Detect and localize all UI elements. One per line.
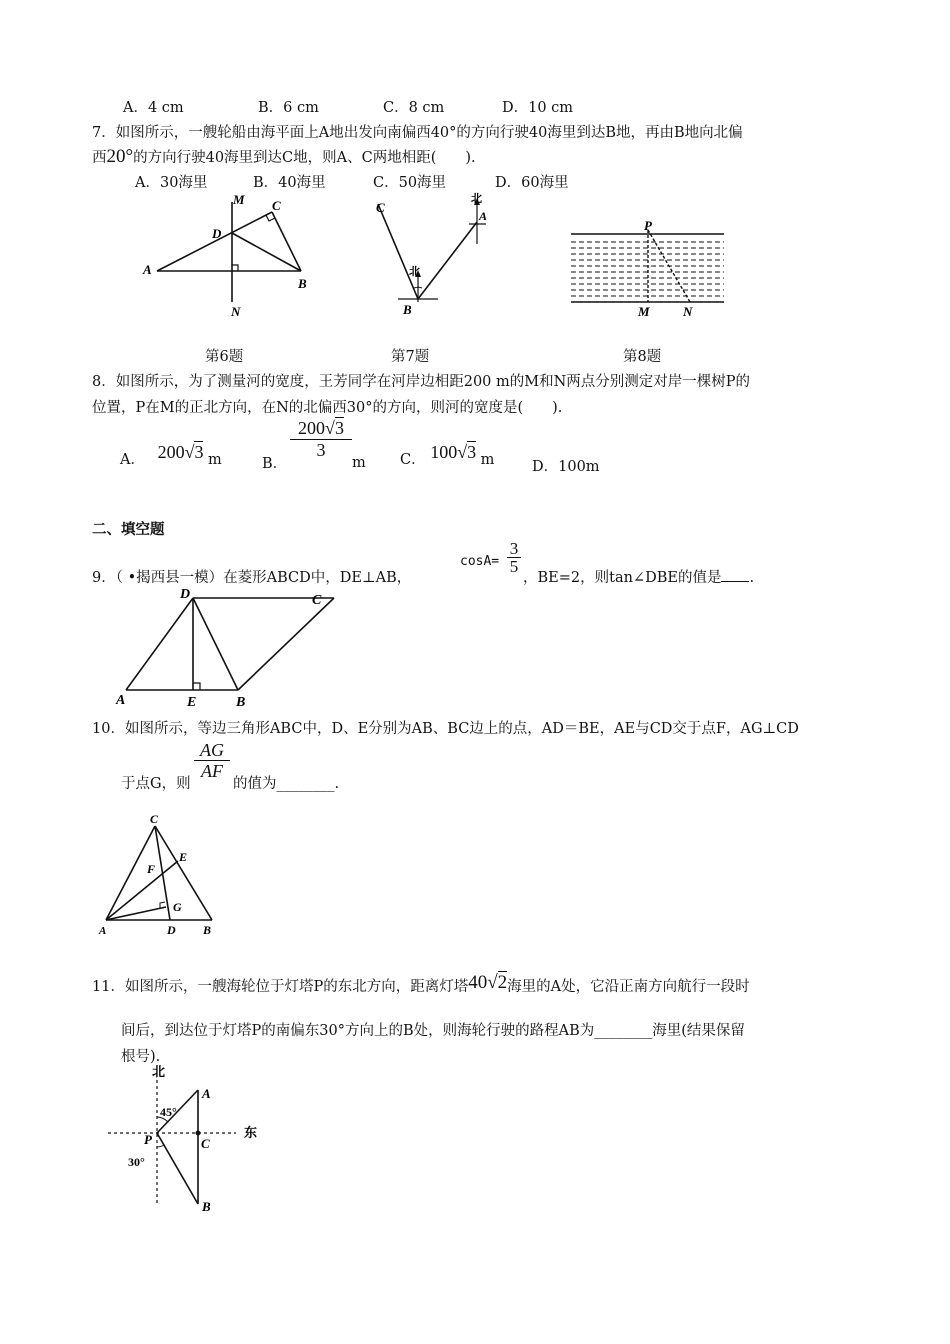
q5-option-b: B．6 cm bbox=[258, 100, 319, 116]
fig7-label-a: A bbox=[479, 209, 488, 223]
fig10-label-e: E bbox=[179, 850, 188, 864]
q8-line2: 位置，P在M的正北方向，在N的北偏西30°的方向，则河的宽度是( ). bbox=[92, 400, 563, 416]
q8-opt-b-unit: m bbox=[352, 455, 366, 471]
fig9-label-b: B bbox=[236, 695, 246, 710]
q8-opt-c-radicand: 3 bbox=[467, 442, 477, 462]
figure-8 bbox=[568, 216, 728, 320]
q9-post: ，BE=2，则tan∠DBE的值是 bbox=[523, 570, 722, 586]
fig7-north-top: 北 bbox=[471, 193, 482, 205]
q8-opt-c-label: C． bbox=[400, 452, 426, 468]
q5-option-d: D．10 cm bbox=[502, 100, 574, 116]
figure-7 bbox=[370, 190, 505, 322]
fig9-label-c: C bbox=[312, 593, 322, 608]
q11-radicand: 2 bbox=[497, 972, 508, 993]
fig11-north: 北 bbox=[152, 1064, 166, 1079]
q9-cos-den: 5 bbox=[509, 557, 519, 576]
q5-option-c: C．8 cm bbox=[383, 100, 445, 116]
fig9-label-d: D bbox=[180, 587, 191, 602]
q9-cos-label: cosA= bbox=[460, 554, 500, 569]
figure-6 bbox=[135, 190, 320, 322]
fig11-label-a: A bbox=[202, 1086, 211, 1101]
fig9-label-a: A bbox=[116, 693, 126, 708]
figure-11 bbox=[104, 1062, 264, 1218]
fig6-label-a: A bbox=[143, 262, 152, 277]
q8-opt-b-num-radicand: 3 bbox=[334, 418, 344, 438]
fig11-label-p: P bbox=[144, 1132, 152, 1147]
caption-fig7: 第7题 bbox=[391, 349, 430, 365]
fig7-north-bottom: 北 bbox=[409, 266, 420, 278]
q10-frac-den: AF bbox=[201, 761, 223, 781]
q8-option-b-fraction: $\frac{200√3}{3}$ bbox=[290, 418, 352, 461]
q9-post-line bbox=[523, 566, 754, 587]
fig7-label-c: C bbox=[376, 200, 385, 215]
q8-opt-a-unit: m bbox=[207, 452, 222, 468]
q11-post: 海里的A处，它沿正南方向航行一段时 bbox=[507, 979, 750, 995]
q7-line2-post: 的方向行驶40海里到达C地，则A、C两地相距( ). bbox=[133, 150, 476, 166]
q8-line1: 8．如图所示，为了测量河的宽度，王芳同学在河岸边相距200 m的M和N两点分别测定对岸一棵树P的 bbox=[92, 374, 751, 390]
q11-pre: 11．如图所示，一艘海轮位于灯塔P的东北方向，距离灯塔 bbox=[92, 979, 469, 995]
q10-line2-pre: 于点G，则 bbox=[121, 776, 191, 792]
fig8-label-n: N bbox=[683, 304, 693, 319]
q11-line2: 间后，到达位于灯塔P的南偏东30°方向上的B处，则海轮行驶的路程AB为________海里(结果保留 bbox=[121, 1023, 745, 1039]
q7-angle: 20° bbox=[106, 146, 134, 167]
q10-line1: 10．如图所示，等边三角形ABC中，D、E分别为AB、BC边上的点，AD＝BE，AE与CD交于点F，AG⊥CD bbox=[92, 721, 799, 737]
q9-end: . bbox=[749, 570, 755, 586]
q11-line3: 根号). bbox=[121, 1049, 161, 1065]
q8-opt-c-unit: m bbox=[480, 452, 495, 468]
fig7-label-b: B bbox=[403, 302, 412, 317]
q9-cos-num: 3 bbox=[507, 540, 521, 558]
fig8-label-m: M bbox=[638, 304, 650, 319]
fig10-label-g: G bbox=[173, 900, 182, 914]
q7-option-c: C．50海里 bbox=[373, 175, 447, 191]
fig10-label-f: F bbox=[147, 862, 156, 876]
section-title-fill-in: 二、填空题 bbox=[92, 522, 165, 538]
q7-line1: 7．如图所示，一艘轮船由海平面上A地出发向南偏西40°的方向行驶40海里到达B地，再由B地向北偏 bbox=[92, 125, 743, 141]
fig8-label-p: P bbox=[644, 218, 652, 233]
q9-answer-blank[interactable] bbox=[721, 581, 749, 582]
q11-coef: 40 bbox=[468, 972, 488, 993]
q9-pre: 9．（ •揭西县一模）在菱形ABCD中，DE⊥AB， bbox=[92, 570, 412, 586]
fig6-label-d: D bbox=[212, 226, 222, 241]
fig6-label-c: C bbox=[272, 198, 281, 213]
q8-opt-b-num-coef: 200 bbox=[298, 418, 326, 438]
fig10-label-d: D bbox=[167, 923, 176, 937]
q8-option-c: C． 100√3 m bbox=[400, 442, 495, 468]
q8-opt-a-radicand: 3 bbox=[194, 442, 204, 462]
fig9-label-e: E bbox=[187, 695, 197, 710]
figure-10 bbox=[96, 808, 226, 940]
q8-option-d: D．100m bbox=[532, 459, 600, 475]
q11-line1: 11．如图所示，一艘海轮位于灯塔P的东北方向，距离灯塔40√2海里的A处，它沿正南方向航行一段时 bbox=[92, 972, 750, 995]
q7-option-a: A．30海里 bbox=[135, 175, 208, 191]
fig6-label-n: N bbox=[231, 304, 241, 319]
q5-option-a: A．4 cm bbox=[123, 100, 184, 116]
q8-opt-a-label: A． bbox=[120, 452, 145, 468]
caption-fig8: 第8题 bbox=[623, 349, 662, 365]
q8-option-a: A． 200√3 m bbox=[120, 442, 222, 468]
fig11-label-c: C bbox=[201, 1136, 210, 1151]
q8-opt-c-coef: 100 bbox=[430, 442, 458, 462]
figure-9 bbox=[108, 584, 340, 710]
q7-line2-pre: 西 bbox=[92, 150, 107, 166]
q7-option-b: B．40海里 bbox=[253, 175, 326, 191]
caption-fig6: 第6题 bbox=[205, 349, 244, 365]
fig11-label-b: B bbox=[202, 1199, 211, 1214]
fig11-angle-45: 45° bbox=[160, 1105, 177, 1119]
q8-opt-b-label: B． bbox=[262, 456, 288, 472]
q7-line2 bbox=[92, 146, 476, 168]
fig10-label-c: C bbox=[150, 812, 159, 826]
fig11-angle-30: 30° bbox=[128, 1155, 145, 1169]
fig6-label-b: B bbox=[298, 276, 307, 291]
fig10-label-b: B bbox=[203, 923, 212, 937]
q10-fraction bbox=[194, 740, 230, 781]
fig10-label-a: A bbox=[99, 925, 107, 937]
q8-opt-a-coef: 200 bbox=[157, 442, 185, 462]
q9-cos-fraction bbox=[507, 540, 521, 575]
q10-frac-num: AG bbox=[194, 740, 230, 761]
fig11-east: 东 bbox=[244, 1125, 258, 1140]
q10-line2-post: 的值为________. bbox=[233, 776, 340, 792]
q7-option-d: D．60海里 bbox=[495, 175, 569, 191]
q8-opt-b-den: 3 bbox=[316, 440, 326, 460]
fig6-label-m: M bbox=[233, 192, 245, 207]
